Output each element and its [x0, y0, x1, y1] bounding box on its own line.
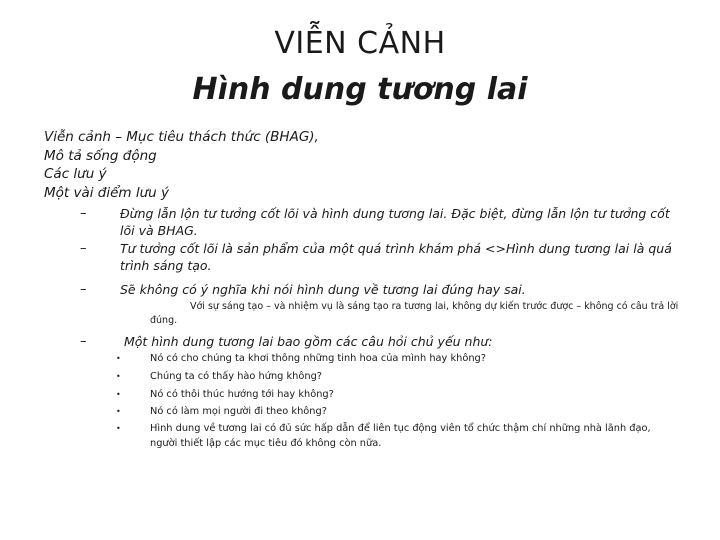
dash-marker: –: [80, 334, 87, 349]
intro-line: Các lưu ý: [44, 166, 107, 182]
slide-title: VIỄN CẢNH: [274, 26, 446, 61]
bullet-marker: •: [116, 354, 121, 363]
note-text: Với sự sáng tạo – và nhiệm vụ là sáng tạo ra tương lai, không dự kiến trước được – không có câu trả lời đúng.: [150, 301, 679, 326]
bullet-marker: •: [116, 424, 121, 433]
intro-line: Một vài điểm lưu ý: [44, 184, 170, 201]
question-item: Chúng ta có thấy hào hứng không?: [150, 371, 323, 382]
point-item: Tư tưởng cốt lõi là sản phẩm của một quá trình khám phá <>Hình dung tương lai là quá trình sáng tạo.: [120, 241, 672, 273]
question-item: Nó có thôi thúc hướng tới hay không?: [150, 389, 334, 400]
dash-marker: –: [80, 206, 87, 221]
intro-line: Viễn cảnh – Mục tiêu thách thức (BHAG),: [44, 129, 319, 145]
bullet-marker: •: [116, 372, 121, 381]
point-item: Sẽ không có ý nghĩa khi nói hình dung về tương lai đúng hay sai.: [120, 282, 526, 297]
question-item: Hình dung về tương lai có đủ sức hấp dẫn để liên tục động viên tổ chức thậm chí những nhà lãnh đạo, người thiết lập các mục tiêu đó không còn nữa.: [150, 423, 651, 449]
intro-line: Mô tả sống động: [44, 147, 157, 164]
questions-intro: Một hình dung tương lai bao gồm các câu hỏi chủ yếu như:: [124, 334, 493, 349]
question-item: Nó có cho chúng ta khơi thông những tinh hoa của mình hay không?: [150, 353, 486, 364]
bullet-marker: •: [116, 407, 121, 416]
intro-list: [44, 128, 319, 202]
point-item: Đừng lẫn lộn tư tưởng cốt lõi và hình dung tương lai. Đặc biệt, đừng lẫn lộn tư tưởng cốt lõi và BHAG.: [120, 206, 670, 238]
bullet-marker: •: [116, 390, 121, 399]
slide-subtitle: Hình dung tương lai: [192, 72, 528, 107]
dash-marker: –: [80, 282, 87, 297]
dash-marker: –: [80, 241, 87, 256]
question-item: Nó có làm mọi người đi theo không?: [150, 406, 327, 417]
